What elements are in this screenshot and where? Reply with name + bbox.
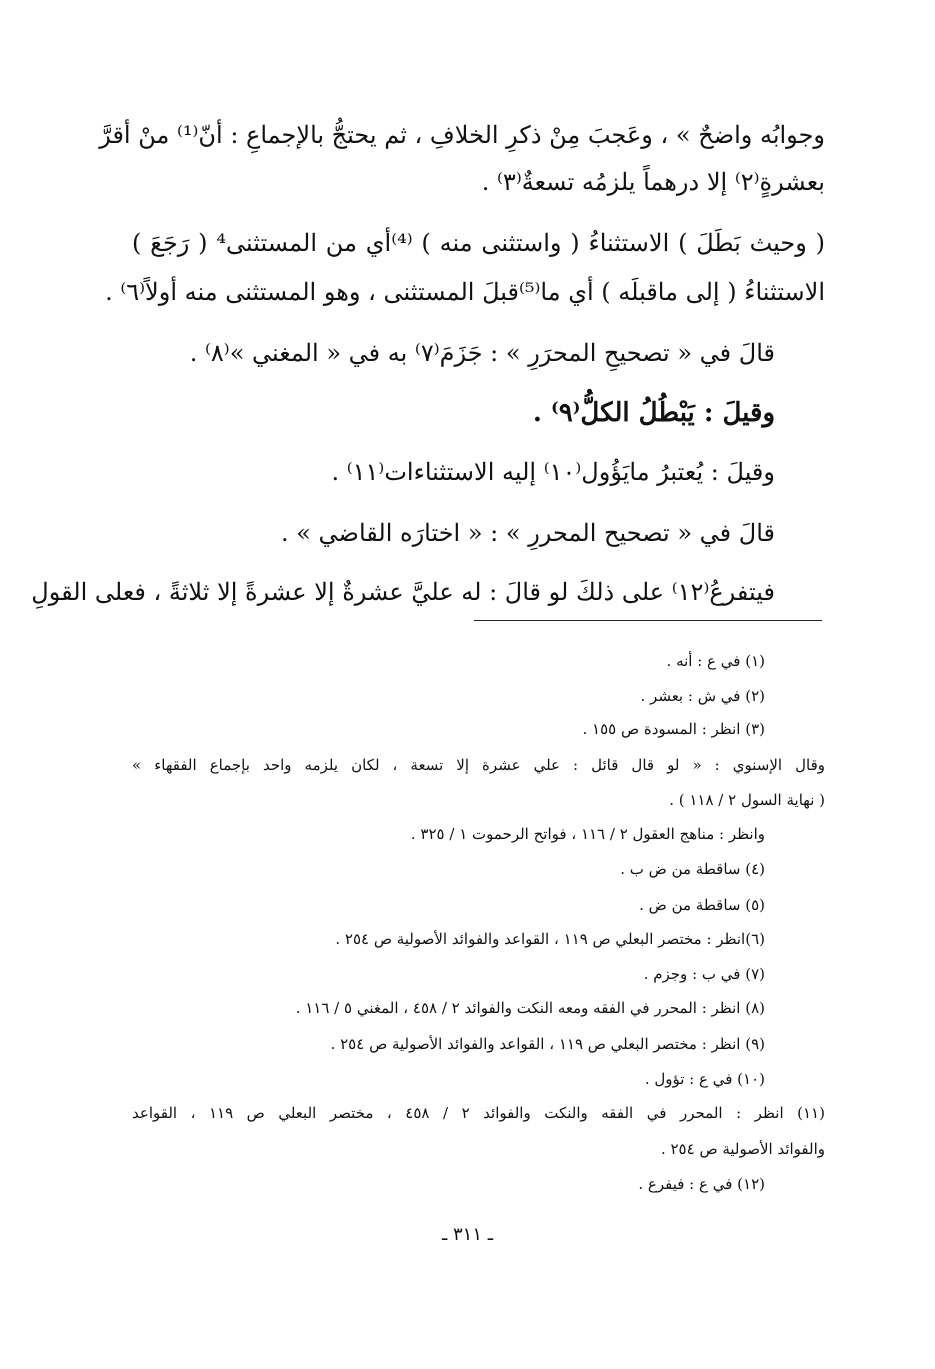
- footnote-12: (١٢) في ع : فيفرع .: [638, 1175, 765, 1193]
- footnote-10: (١٠) في ع : تؤول .: [644, 1070, 765, 1088]
- body-line-7: وقيلَ : يُعتبرُ مايَؤُول⁽١٠⁾ إليه الاستثناءات⁽١١⁾ .: [331, 458, 775, 486]
- footnote-divider: [474, 620, 822, 621]
- body-line-1: وجوابُه واضحٌ » ، وعَجبَ مِنْ ذكرِ الخلافِ ، ثم يحتجُّ بالإجماعِ : أنّ⁽¹⁾ منْ أقرَّ: [99, 121, 825, 149]
- footnote-3-cont-3: وانظر : مناهج العقول ٢ / ١١٦ ، فواتح الرحموت ١ / ٣٢٥ .: [410, 825, 765, 843]
- page-number: ـ ٣١١ ـ: [441, 1224, 493, 1245]
- footnote-6: (٦)انظر : مختصر البعلي ص ١١٩ ، القواعد والفوائد الأصولية ص ٢٥٤ .: [335, 930, 765, 948]
- body-line-9: فيتفرعُ⁽١٢⁾ على ذلكَ لو قالَ : له عليَّ عشرةٌ إلا عشرةً إلا ثلاثةً ، فعلى القولِ: [31, 578, 775, 606]
- body-line-6: وقيلَ : يَبْطُلُ الكلُّ⁽٩⁾ .: [532, 398, 775, 428]
- body-line-8: قالَ في « تصحيح المحررِ » : « اختارَه القاضي » .: [280, 519, 775, 547]
- body-line-3: ( وحيث بَطَلَ ) الاستثناءُ ( واستثنى منه ) ⁽⁴⁾أي من المستثنى⁴ ( رَجَعَ ): [132, 229, 826, 257]
- body-line-4: الاستثناءُ ( إلى ماقبلَه ) أي ما⁽⁵⁾قبلَ المستثنى ، وهو المستثنى منه أولاً⁽٦⁾ .: [105, 278, 825, 306]
- footnote-3: (٣) انظر : المسودة ص ١٥٥ .: [582, 720, 765, 738]
- footnote-3-cont-1: وقال الإسنوي : « لو قال قائل : علي عشرة إلا تسعة ، لكان يلزمه واحد بإجماع الفقهاء »: [132, 756, 825, 774]
- footnote-5: (٥) ساقطة من ض .: [639, 896, 765, 914]
- body-line-5: قالَ في « تصحيحِ المحرَرِ » : جَزَمَ⁽٧⁾ به في « المغني »⁽٨⁾ .: [189, 339, 775, 367]
- footnote-3-cont-2: ( نهاية السول ٢ / ١١٨ ) .: [669, 791, 825, 809]
- footnote-8: (٨) انظر : المحرر في الفقه ومعه النكت والفوائد ٢ / ٤٥٨ ، المغني ٥ / ١١٦ .: [295, 999, 765, 1017]
- footnote-11: (١١) انظر : المحرر في الفقه والنكت والفوائد ٢ / ٤٥٨ ، مختصر البعلي ص ١١٩ ، القواعد: [132, 1104, 825, 1122]
- footnote-2: (٢) في ش : بعشر .: [640, 687, 765, 705]
- footnote-4: (٤) ساقطة من ض ب .: [620, 860, 765, 878]
- footnote-9: (٩) انظر : مختصر البعلي ص ١١٩ ، القواعد والفوائد الأصولية ص ٢٥٤ .: [330, 1035, 765, 1053]
- footnote-11-cont: والفوائد الأصولية ص ٢٥٤ .: [660, 1140, 825, 1158]
- footnote-7: (٧) في ب : وجزم .: [643, 965, 765, 983]
- footnote-1: (١) في ع : أنه .: [666, 652, 765, 670]
- body-line-2: بعشرةٍ⁽٢⁾ إلا درهماً يلزمُه تسعةٌ⁽٣⁾ .: [481, 168, 825, 196]
